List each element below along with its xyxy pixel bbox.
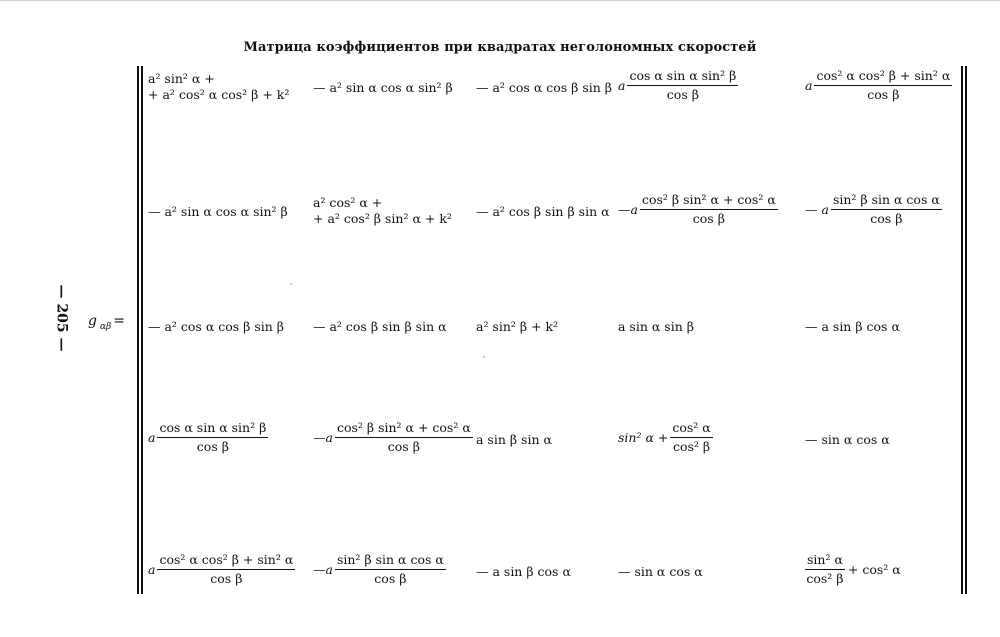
fraction-prefix: a — [805, 77, 813, 93]
cell-expression-line-1: a² cos² α + — [313, 195, 383, 210]
fraction-numerator: sin² β sin α cos α — [335, 552, 446, 570]
equals-sign: = — [113, 313, 125, 329]
matrix-cell-r2-c4 — [618, 192, 778, 227]
fraction-numerator: cos² α — [670, 420, 712, 438]
cell-expression: — sin α cos α — [618, 564, 703, 579]
fraction-prefix: a — [148, 429, 156, 445]
fraction-expression — [148, 552, 295, 587]
cell-expression: — a² cos β sin β sin α — [313, 319, 447, 334]
left-bracket-line-outer — [137, 66, 139, 594]
fraction-expression — [805, 552, 901, 587]
fraction-denominator: cos β — [666, 87, 699, 102]
right-bracket-line-outer — [965, 66, 967, 594]
scan-speck — [290, 283, 292, 285]
matrix-cell-r4-c4 — [618, 420, 713, 455]
right-bracket-line-inner — [961, 66, 963, 594]
cell-expression-line-2: + a² cos² α cos² β + k² — [148, 87, 290, 102]
fraction — [157, 420, 268, 455]
fraction-prefix: —a — [313, 561, 333, 577]
fraction-prefix: sin² α + — [618, 429, 669, 445]
fraction — [805, 552, 845, 587]
matrix-cell-r4-c1 — [148, 420, 268, 455]
cell-expression: — a sin β cos α — [476, 564, 571, 579]
fraction-denominator: cos β — [692, 211, 725, 226]
fraction-expression — [313, 420, 473, 455]
matrix-label — [88, 313, 125, 332]
matrix-cell-r1-c1 — [148, 71, 289, 103]
fraction — [831, 192, 942, 227]
matrix-cell-r2-c1 — [148, 204, 288, 220]
cell-expression: — a² sin α cos α sin² β — [313, 80, 453, 95]
fraction-expression — [805, 68, 952, 103]
matrix-cell-r1-c2 — [313, 80, 453, 96]
fraction-denominator: cos β — [374, 571, 407, 586]
fraction-numerator: cos² α cos² β + sin² α — [157, 552, 295, 570]
fraction-numerator: sin² β sin α cos α — [831, 192, 942, 210]
fraction-expression — [618, 420, 713, 455]
matrix-subscript: αβ — [99, 322, 112, 332]
cell-expression: — a² cos α cos β sin β — [148, 319, 285, 334]
fraction — [335, 552, 446, 587]
fraction — [335, 420, 473, 455]
fraction-denominator: cos β — [867, 87, 900, 102]
matrix-cell-r3-c2 — [313, 319, 447, 335]
fraction-prefix: a — [618, 77, 626, 93]
cell-expression: — a² cos β sin β sin α — [476, 204, 610, 219]
fraction — [157, 552, 295, 587]
matrix-cell-r3-c5 — [805, 319, 900, 335]
fraction-expression — [313, 552, 446, 587]
matrix-cell-r4-c3 — [476, 432, 552, 448]
matrix-symbol: g — [88, 313, 97, 329]
cell-expression: a sin α sin β — [618, 319, 694, 334]
matrix-cell-r1-c4 — [618, 68, 738, 103]
matrix-cell-r3-c3 — [476, 319, 558, 335]
top-rule — [0, 0, 1000, 1]
cell-expression: — a² sin α cos α sin² β — [148, 204, 288, 219]
matrix-cell-r5-c3 — [476, 564, 571, 580]
fraction-expression — [148, 420, 268, 455]
fraction-denominator: cos² β — [672, 439, 711, 454]
matrix-cell-r5-c5 — [805, 552, 901, 587]
fraction — [670, 420, 712, 455]
fraction-denominator: cos β — [210, 571, 243, 586]
fraction-expression — [805, 192, 942, 227]
fraction — [814, 68, 952, 103]
fraction-denominator: cos² β — [806, 571, 844, 586]
scan-speck — [483, 356, 485, 358]
matrix-cell-r4-c5 — [805, 432, 890, 448]
matrix-cell-r4-c2 — [313, 420, 473, 455]
fraction — [640, 192, 778, 227]
matrix-cell-r1-c3 — [476, 80, 612, 96]
fraction-prefix: a — [148, 561, 156, 577]
fraction-numerator: cos α sin α sin² β — [627, 68, 738, 86]
matrix-cell-r1-c5 — [805, 68, 952, 103]
left-bracket-line-inner — [141, 66, 143, 594]
fraction-denominator: cos β — [196, 439, 229, 454]
matrix-cell-r5-c4 — [618, 564, 703, 580]
matrix-cell-r3-c1 — [148, 319, 284, 335]
cell-expression: a sin β sin α — [476, 432, 552, 447]
fraction-denominator: cos β — [387, 439, 420, 454]
fraction-suffix: + cos² α — [847, 561, 901, 577]
page-number: — 205 — — [53, 284, 70, 352]
fraction-expression — [618, 68, 738, 103]
fraction-prefix: — a — [805, 201, 829, 217]
fraction-numerator: cos² α cos² β + sin² α — [814, 68, 952, 86]
matrix-cell-r3-c4 — [618, 319, 694, 335]
fraction-numerator: cos² β sin² α + cos² α — [335, 420, 473, 438]
fraction — [627, 68, 738, 103]
matrix-cell-r5-c2 — [313, 552, 446, 587]
fraction-denominator: cos β — [870, 211, 903, 226]
fraction-prefix: —a — [313, 429, 333, 445]
matrix-cell-r5-c1 — [148, 552, 295, 587]
page-title: Матрица коэффициентов при квадратах неголономных скоростей — [243, 40, 757, 55]
cell-expression-line-1: a² sin² α + — [148, 71, 215, 86]
matrix-cell-r2-c5 — [805, 192, 942, 227]
fraction-numerator: cos² β sin² α + cos² α — [640, 192, 778, 210]
cell-expression: — sin α cos α — [805, 432, 890, 447]
fraction-numerator: cos α sin α sin² β — [157, 420, 268, 438]
cell-expression-line-2: + a² cos² β sin² α + k² — [313, 211, 452, 226]
fraction-expression — [618, 192, 778, 227]
fraction-numerator: sin² α — [805, 552, 845, 570]
cell-expression: — a² cos α cos β sin β — [476, 80, 613, 95]
fraction-prefix: —a — [618, 201, 638, 217]
matrix-cell-r2-c2 — [313, 195, 452, 227]
matrix-cell-r2-c3 — [476, 204, 610, 220]
cell-expression: — a sin β cos α — [805, 319, 900, 334]
cell-expression: a² sin² β + k² — [476, 319, 559, 334]
